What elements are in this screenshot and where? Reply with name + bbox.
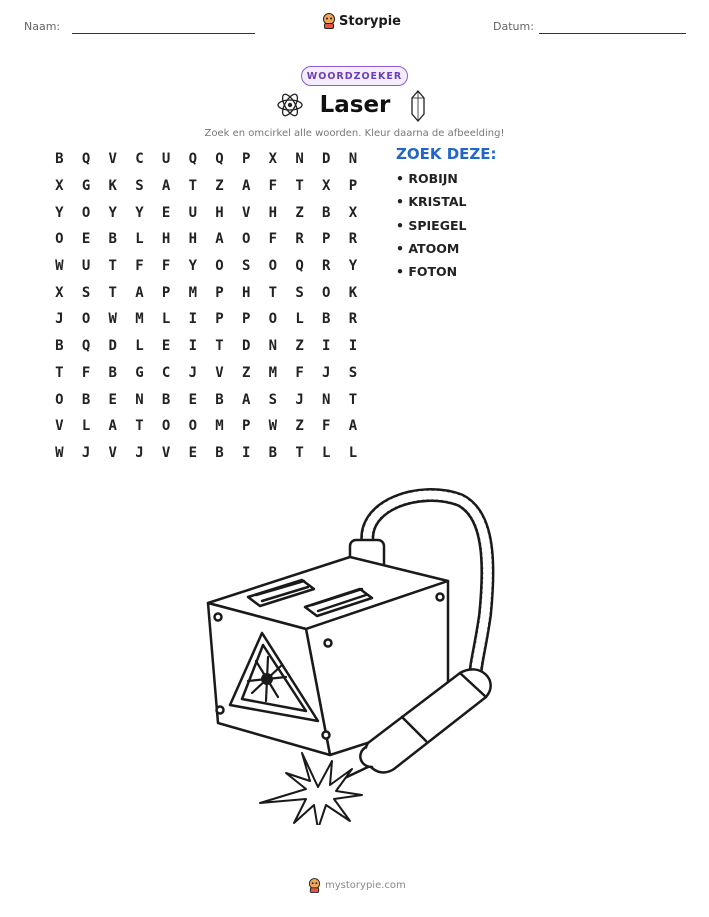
grid-letter: J bbox=[81, 444, 91, 461]
grid-letter: F bbox=[322, 418, 331, 435]
grid-letter: O bbox=[215, 258, 224, 275]
grid-letter: P bbox=[241, 418, 251, 435]
grid-letter: Y bbox=[188, 258, 197, 275]
storypie-mascot-icon bbox=[322, 13, 336, 29]
grid-letter: U bbox=[81, 258, 91, 275]
grid-letter: A bbox=[241, 391, 251, 408]
word-list bbox=[396, 171, 467, 287]
grid-letter: S bbox=[268, 391, 278, 408]
grid-letter: N bbox=[348, 151, 358, 168]
grid-letter: J bbox=[55, 311, 64, 328]
grid-letter: K bbox=[108, 178, 117, 195]
grid-letter: O bbox=[55, 231, 64, 248]
grid-letter: O bbox=[161, 418, 171, 435]
grid-letter: A bbox=[348, 418, 358, 435]
grid-letter: Q bbox=[81, 151, 91, 168]
grid-letter: A bbox=[108, 418, 117, 435]
grid-letter: V bbox=[55, 418, 64, 435]
worksheet-type-badge: WOORDZOEKER bbox=[301, 66, 408, 86]
name-line bbox=[72, 33, 255, 34]
grid-letter: B bbox=[215, 444, 224, 461]
instructions: Zoek en omcirkel alle woorden. Kleur daarna de afbeelding! bbox=[204, 128, 505, 139]
grid-letter: F bbox=[295, 364, 304, 381]
grid-letter: H bbox=[215, 204, 224, 221]
grid-letter: I bbox=[188, 338, 197, 355]
grid-letter: E bbox=[108, 391, 117, 408]
grid-letter: M bbox=[135, 311, 144, 328]
word-list-item: • FOTON bbox=[396, 264, 458, 280]
grid-letter: E bbox=[161, 338, 171, 355]
grid-letter: O bbox=[81, 311, 91, 328]
grid-letter: B bbox=[81, 391, 91, 408]
grid-letter: L bbox=[295, 311, 304, 328]
grid-letter: O bbox=[55, 391, 64, 408]
grid-letter: O bbox=[268, 258, 278, 275]
grid-letter: B bbox=[268, 444, 278, 461]
grid-letter: L bbox=[135, 338, 144, 355]
grid-letter: B bbox=[108, 231, 117, 248]
grid-letter: Q bbox=[215, 151, 224, 168]
grid-letter: B bbox=[161, 391, 171, 408]
grid-letter: R bbox=[295, 231, 304, 248]
grid-letter: N bbox=[135, 391, 144, 408]
brand-name: Storypie bbox=[339, 13, 401, 29]
footer-url: mystorypie.com bbox=[325, 880, 406, 891]
grid-letter: N bbox=[322, 391, 331, 408]
grid-letter: O bbox=[188, 418, 197, 435]
grid-letter: Q bbox=[81, 338, 91, 355]
grid-letter: V bbox=[215, 364, 224, 381]
grid-letter: T bbox=[215, 338, 224, 355]
grid-letter: N bbox=[268, 338, 278, 355]
grid-letter: L bbox=[81, 418, 91, 435]
grid-letter: D bbox=[108, 338, 117, 355]
grid-letter: U bbox=[161, 151, 171, 168]
grid-letter: U bbox=[188, 204, 197, 221]
name-label: Naam: bbox=[24, 20, 61, 33]
grid-letter: E bbox=[188, 391, 197, 408]
grid-letter: X bbox=[55, 284, 64, 301]
grid-letter: T bbox=[188, 178, 197, 195]
grid-letter: C bbox=[135, 151, 144, 168]
grid-letter: S bbox=[135, 178, 144, 195]
grid-letter: F bbox=[161, 258, 171, 275]
word-list-item: • ROBIJN bbox=[396, 171, 458, 186]
grid-letter: P bbox=[215, 284, 224, 301]
grid-letter: H bbox=[268, 204, 278, 221]
grid-letter: T bbox=[268, 284, 278, 301]
grid-letter: L bbox=[322, 444, 331, 461]
grid-letter: Z bbox=[295, 418, 304, 435]
grid-letter: L bbox=[161, 311, 171, 328]
page-title: Laser bbox=[319, 92, 391, 118]
grid-letter: L bbox=[348, 444, 358, 461]
grid-letter: P bbox=[161, 284, 171, 301]
grid-letter: P bbox=[348, 178, 358, 195]
grid-letter: B bbox=[322, 311, 331, 328]
grid-letter: T bbox=[348, 391, 358, 408]
grid-letter: O bbox=[268, 311, 278, 328]
grid-letter: J bbox=[188, 364, 197, 381]
crystal-icon bbox=[410, 90, 426, 122]
grid-letter: Y bbox=[55, 204, 64, 221]
word-search-grid bbox=[46, 146, 366, 466]
grid-letter: S bbox=[295, 284, 304, 301]
grid-letter: O bbox=[322, 284, 331, 301]
grid-letter: W bbox=[268, 418, 278, 435]
grid-letter: G bbox=[135, 364, 144, 381]
grid-letter: E bbox=[81, 231, 91, 248]
grid-letter: J bbox=[135, 444, 144, 461]
grid-letter: W bbox=[55, 444, 64, 461]
grid-letter: B bbox=[55, 151, 64, 168]
grid-letter: Q bbox=[295, 258, 304, 275]
grid-letter: A bbox=[161, 178, 171, 195]
atom-icon bbox=[276, 90, 304, 120]
grid-letter: X bbox=[55, 178, 64, 195]
grid-letter: J bbox=[322, 364, 331, 381]
grid-letter: Z bbox=[295, 338, 304, 355]
grid-letter: T bbox=[295, 178, 304, 195]
grid-letter: O bbox=[81, 204, 91, 221]
grid-letter: G bbox=[81, 178, 91, 195]
grid-letter: A bbox=[241, 178, 251, 195]
grid-letter: A bbox=[135, 284, 144, 301]
grid-letter: F bbox=[268, 178, 278, 195]
grid-letter: A bbox=[215, 231, 224, 248]
grid-letter: B bbox=[215, 391, 224, 408]
grid-letter: R bbox=[348, 231, 358, 248]
grid-letter: C bbox=[161, 364, 171, 381]
storypie-mascot-icon bbox=[308, 878, 321, 893]
grid-letter: T bbox=[55, 364, 64, 381]
grid-letter: J bbox=[295, 391, 304, 408]
grid-letter: B bbox=[108, 364, 117, 381]
grid-letter: T bbox=[108, 258, 117, 275]
grid-letter: Y bbox=[135, 204, 144, 221]
grid-letter: Y bbox=[348, 258, 358, 275]
word-list-item: • KRISTAL bbox=[396, 194, 467, 210]
grid-letter: D bbox=[322, 151, 331, 168]
grid-letter: F bbox=[268, 231, 278, 248]
grid-letter: S bbox=[81, 284, 91, 301]
grid-letter: E bbox=[188, 444, 197, 461]
grid-letter: Y bbox=[108, 204, 117, 221]
grid-letter: B bbox=[55, 338, 64, 355]
grid-letter: M bbox=[215, 418, 224, 435]
grid-letter: X bbox=[268, 151, 278, 168]
grid-letter: P bbox=[241, 311, 251, 328]
grid-letter: X bbox=[348, 204, 358, 221]
grid-letter: S bbox=[348, 364, 358, 381]
grid-letter: M bbox=[268, 364, 278, 381]
grid-letter: S bbox=[241, 258, 251, 275]
laser-device-coloring-illustration bbox=[190, 485, 520, 825]
grid-letter: W bbox=[55, 258, 64, 275]
grid-letter: R bbox=[322, 258, 331, 275]
grid-letter: M bbox=[188, 284, 197, 301]
grid-letter: I bbox=[322, 338, 331, 355]
grid-letter: H bbox=[161, 231, 171, 248]
word-list-item: • ATOOM bbox=[396, 240, 460, 256]
word-list-title: ZOEK DEZE: bbox=[396, 145, 497, 163]
grid-letter: R bbox=[348, 311, 358, 328]
grid-letter: T bbox=[135, 418, 144, 435]
grid-letter: H bbox=[241, 284, 251, 301]
grid-letter: I bbox=[188, 311, 197, 328]
grid-letter: E bbox=[161, 204, 171, 221]
grid-letter: P bbox=[241, 151, 251, 168]
grid-letter: O bbox=[241, 231, 251, 248]
grid-letter: V bbox=[108, 444, 117, 461]
date-label: Datum: bbox=[493, 20, 534, 33]
grid-letter: T bbox=[108, 284, 117, 301]
grid-letter: P bbox=[215, 311, 224, 328]
grid-letter: W bbox=[108, 311, 117, 328]
grid-letter: D bbox=[241, 338, 251, 355]
grid-letter: H bbox=[188, 231, 197, 248]
word-list-item: • SPIEGEL bbox=[396, 217, 467, 233]
grid-letter: Z bbox=[215, 178, 224, 195]
brand-logo bbox=[322, 13, 401, 29]
grid-letter: N bbox=[295, 151, 304, 168]
grid-letter: I bbox=[241, 444, 251, 461]
grid-letter: L bbox=[135, 231, 144, 248]
date-line bbox=[539, 33, 686, 34]
grid-letter: V bbox=[161, 444, 171, 461]
grid-letter: Z bbox=[241, 364, 251, 381]
grid-letter: X bbox=[322, 178, 331, 195]
grid-letter: Z bbox=[295, 204, 304, 221]
footer bbox=[308, 878, 406, 893]
grid-letter: B bbox=[322, 204, 331, 221]
grid-letter: T bbox=[295, 444, 304, 461]
grid-letter: F bbox=[135, 258, 144, 275]
grid-letter: V bbox=[241, 204, 251, 221]
grid-letter: K bbox=[348, 284, 358, 301]
grid-letter: Q bbox=[188, 151, 197, 168]
grid-letter: V bbox=[108, 151, 117, 168]
grid-letter: F bbox=[81, 364, 91, 381]
grid-letter: P bbox=[322, 231, 331, 248]
grid-letter: I bbox=[348, 338, 358, 355]
